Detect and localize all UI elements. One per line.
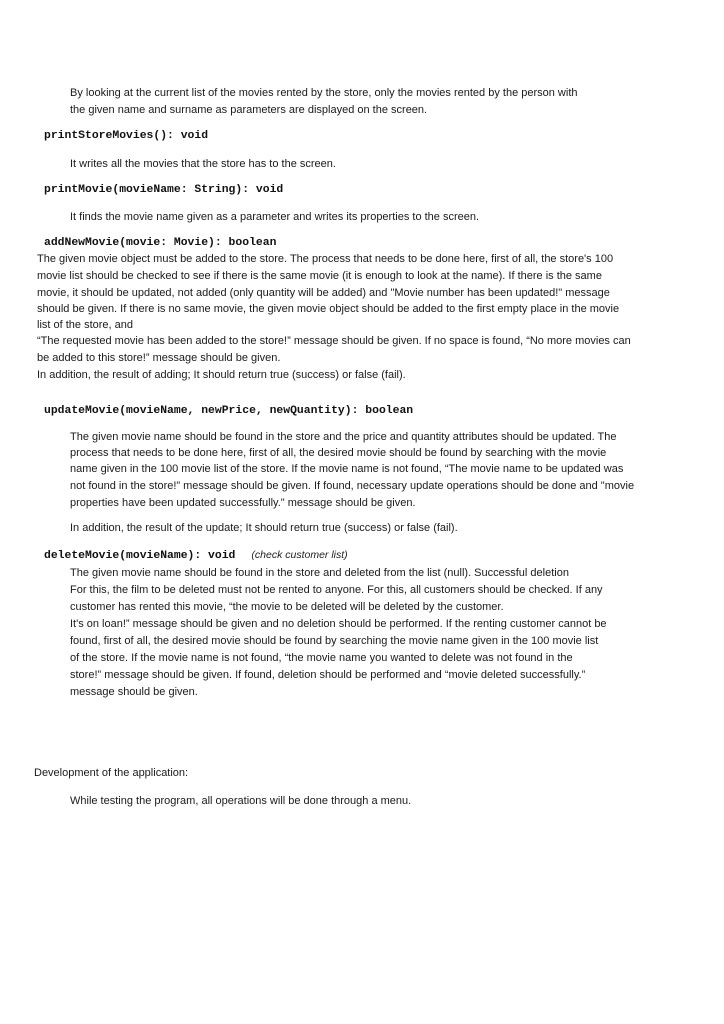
method-signature-update-movie: updateMovie(movieName, newPrice, newQuantity): boolean	[44, 405, 414, 417]
method-description: message should be given.	[70, 686, 198, 698]
method-description: of the store. If the movie name is not found, “the movie name you wanted to delete was not found in the	[70, 652, 573, 664]
method-description: name given in the 100 movie list of the store. If the movie name is not found, “The movie name to be updated was	[70, 463, 624, 475]
delete-movie-signature: deleteMovie(movieName): void	[44, 550, 236, 562]
intro-line: By looking at the current list of the movies rented by the store, only the movies rented by the person with	[70, 87, 578, 99]
method-description: It's on loan!” message should be given and no deletion should be performed. If the renting customer cannot be	[70, 618, 607, 630]
method-description: should be given. If there is no same movie, the given movie object should be added to the first empty place in the movie	[37, 303, 620, 315]
method-description: “The requested movie has been added to the store!” message should be given. If no space is found, “No more movies can	[37, 335, 631, 347]
method-signature-delete-movie	[44, 548, 348, 563]
method-description: properties have been updated successfully." message should be given.	[70, 497, 416, 509]
method-description: movie, it should be updated, not added (only quantity will be added) and "Movie number has been updated!" message	[37, 287, 610, 299]
method-description: store!” message should be given. If found, deletion should be performed and “movie deleted successfully.”	[70, 669, 586, 681]
method-description: In addition, the result of adding; It should return true (success) or false (fail).	[37, 369, 406, 381]
method-description: It finds the movie name given as a parameter and writes its properties to the screen.	[70, 211, 480, 223]
method-description: It writes all the movies that the store has to the screen.	[70, 158, 336, 170]
method-description: process that needs to be done here, first of all, the desired movie should be found by searching with the movie	[70, 447, 607, 459]
method-description: found, first of all, the desired movie should be found by searching the movie name given in the 100 movie list	[70, 635, 599, 647]
method-signature-print-store-movies: printStoreMovies(): void	[44, 130, 209, 142]
method-signature-print-movie: printMovie(movieName: String): void	[44, 184, 284, 196]
method-description: not found in the store!” message should be given. If found, necessary update operations should be done and "movie	[70, 480, 635, 492]
delete-movie-note: (check customer list)	[251, 549, 348, 561]
method-signature-add-new-movie: addNewMovie(movie: Movie): boolean	[44, 237, 277, 249]
method-description: customer has rented this movie, “the movie to be deleted will be deleted by the customer.	[70, 601, 504, 613]
method-description: The given movie name should be found in the store and the price and quantity attributes should be updated. The	[70, 431, 617, 443]
method-description: be added to this store!” message should be given.	[37, 352, 281, 364]
section-heading: Development of the application:	[34, 767, 189, 779]
method-description: The given movie name should be found in the store and deleted from the list (null). Successful deletion	[70, 567, 569, 579]
method-description: list of the store, and	[37, 319, 133, 331]
method-description: The given movie object must be added to the store. The process that needs to be done here, first of all, the store's 100	[37, 253, 614, 265]
method-result-note: In addition, the result of the update; It should return true (success) or false (fail).	[70, 522, 458, 534]
method-description: movie list should be checked to see if there is the same movie (it is enough to look at the name). If there is the same	[37, 270, 602, 282]
intro-line: the given name and surname as parameters are displayed on the screen.	[70, 104, 428, 116]
section-text: While testing the program, all operations will be done through a menu.	[70, 795, 412, 807]
method-description: For this, the film to be deleted must not be rented to anyone. For this, all customers should be checked. If any	[70, 584, 603, 596]
